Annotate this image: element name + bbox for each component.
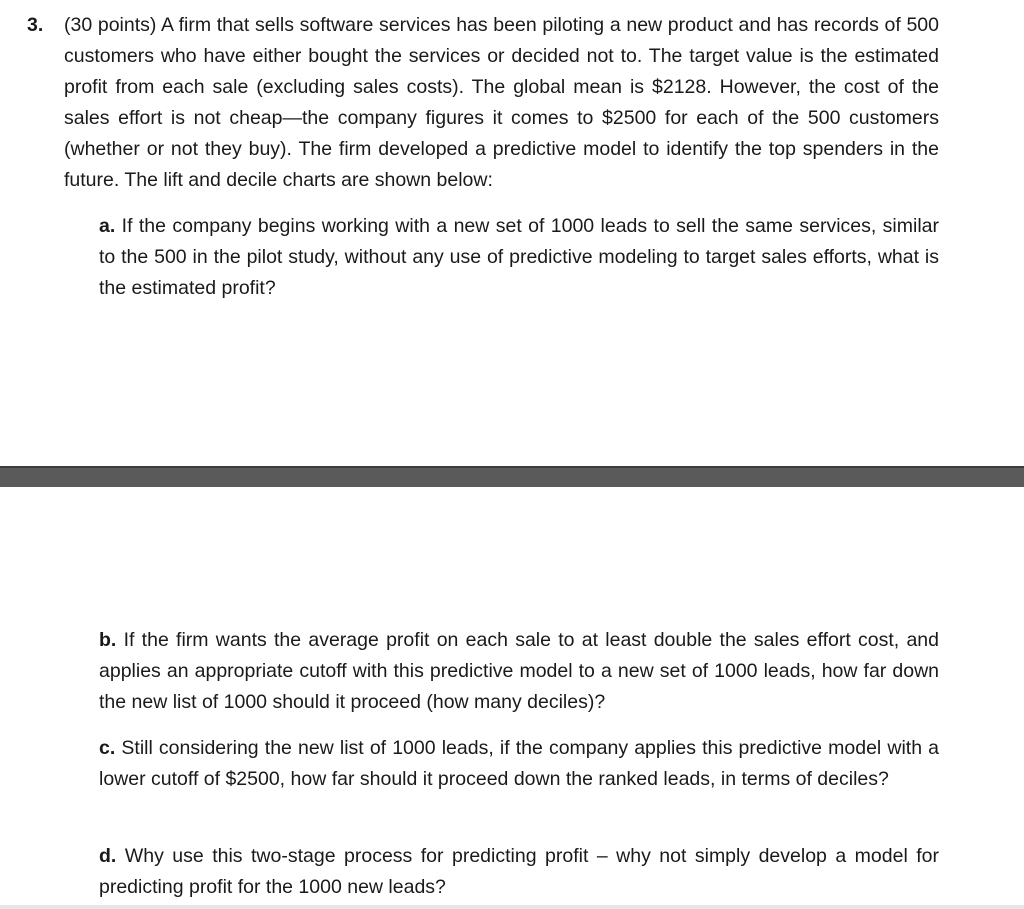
part-c-text: Still considering the new list of 1000 leads, if the company applies this predictive model with a lower cutoff of $2500, how far should it proceed down the ranked leads, in terms of deciles? [99, 737, 939, 790]
part-d [99, 841, 939, 903]
question-3 [27, 10, 942, 196]
page-divider [0, 466, 1024, 487]
bottom-edge [0, 905, 1024, 909]
part-d-text: Why use this two-stage process for predicting profit – why not simply develop a model for predicting profit for the 1000 new leads? [99, 845, 940, 898]
part-b-label: b. [99, 629, 124, 651]
part-a-text: If the company begins working with a new set of 1000 leads to sell the same services, similar to the 500 in the pilot study, without any use of predictive modeling to target sales efforts, what is the estimated profit? [99, 215, 940, 299]
question-number: 3. [27, 14, 44, 36]
part-b [99, 625, 939, 718]
part-d-label: d. [99, 845, 125, 867]
part-a-label: a. [99, 215, 122, 237]
part-b-text: If the firm wants the average profit on each sale to at least double the sales effort cost, and applies an appropriate cutoff with this predictive model to a new set of 1000 leads, how far down the new list of 1000 should it proceed (how many deciles)? [99, 629, 939, 713]
part-c [99, 733, 939, 795]
part-c-label: c. [99, 737, 122, 759]
question-text: (30 points) A firm that sells software services has been piloting a new product and has records of 500 customers who have either bought the services or decided not to. The target value is the estimated profit from each sale (excluding sales costs). The global mean is $2128. However, the cost of the sales effort is not cheap—the company figures it comes to $2500 for each of the 500 customers (whether or not they buy). The firm developed a predictive model to identify the top spenders in the future. The lift and decile charts are shown below: [64, 14, 939, 191]
part-a [99, 211, 939, 304]
